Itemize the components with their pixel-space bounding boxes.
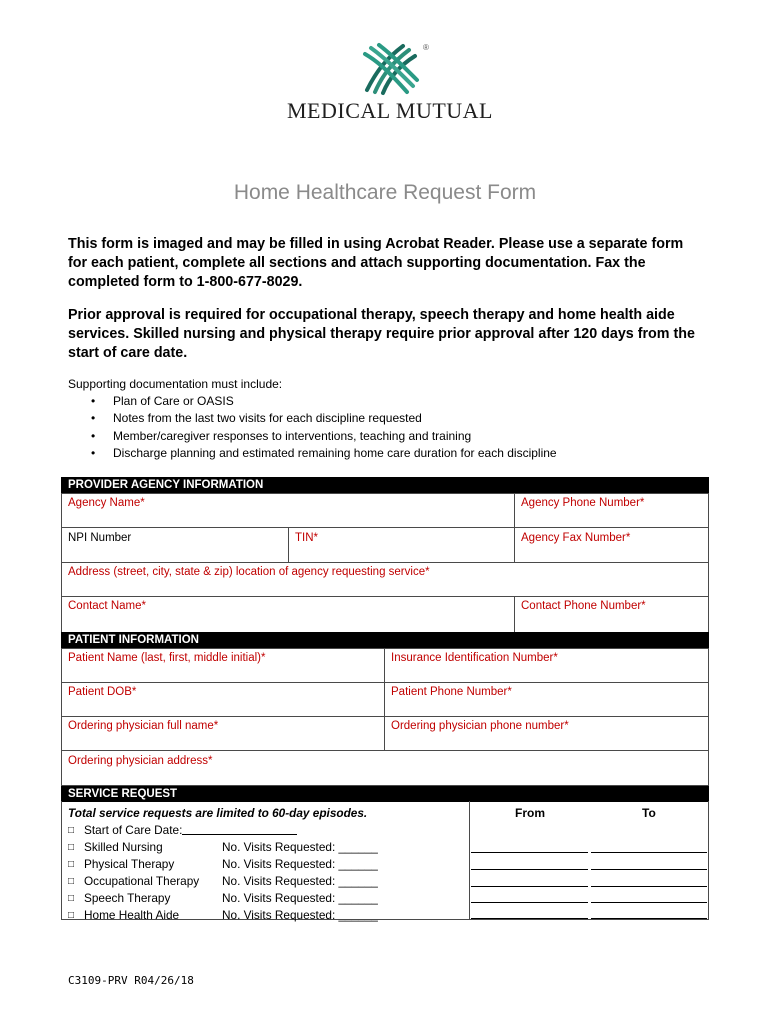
from-date-input[interactable] bbox=[471, 869, 588, 870]
service-section-title: SERVICE REQUEST bbox=[68, 788, 178, 800]
contact-phone-label: Contact Phone Number* bbox=[521, 600, 646, 612]
to-date-input[interactable] bbox=[591, 918, 707, 919]
home-health-aide-label: Home Health Aide bbox=[84, 908, 180, 922]
to-column-header: To bbox=[642, 806, 656, 820]
to-date-input[interactable] bbox=[591, 869, 707, 870]
intro-paragraph-2: Prior approval is required for occupational therapy, speech therapy and home health aide services. Skilled nursing and physical therapy require prior approval after 120 days from the start of care date. bbox=[68, 307, 695, 361]
start-of-care-input[interactable] bbox=[182, 834, 297, 835]
insurance-id-label: Insurance Identification Number* bbox=[391, 652, 558, 664]
physician-address-label: Ordering physician address* bbox=[68, 755, 213, 767]
supporting-heading: Supporting documentation must include: bbox=[68, 377, 283, 391]
supporting-documentation bbox=[68, 376, 557, 462]
speech-therapy-visits[interactable]: No. Visits Requested: ______ bbox=[222, 891, 378, 905]
form-title: Home Healthcare Request Form bbox=[233, 181, 537, 204]
physician-name-label: Ordering physician full name* bbox=[68, 720, 219, 732]
company-logo bbox=[280, 40, 500, 125]
from-date-input[interactable] bbox=[471, 852, 588, 853]
agency-fax-label: Agency Fax Number* bbox=[521, 532, 631, 544]
supporting-item: • Plan of Care or OASIS bbox=[68, 393, 557, 410]
form-code: C3109-PRV R04/26/18 bbox=[68, 974, 194, 987]
registered-mark: ® bbox=[423, 43, 429, 52]
skilled-nursing-checkbox[interactable]: □ bbox=[68, 842, 75, 853]
skilled-nursing-visits[interactable]: No. Visits Requested: ______ bbox=[222, 840, 378, 854]
supporting-item: • Discharge planning and estimated remaining home care duration for each discipline bbox=[68, 445, 557, 462]
to-date-input[interactable] bbox=[591, 886, 707, 887]
to-date-input[interactable] bbox=[591, 902, 707, 903]
patient-dob-label: Patient DOB* bbox=[68, 686, 137, 698]
contact-name-label: Contact Name* bbox=[68, 600, 146, 612]
intro-paragraph-1: This form is imaged and may be filled in using Acrobat Reader. Please use a separate form for each patient, complete all sections and attach supporting documentation. Fax the completed form to 1-800-677-8029. bbox=[68, 236, 684, 290]
agency-address-label: Address (street, city, state & zip) location of agency requesting service* bbox=[68, 566, 430, 578]
start-of-care-label: Start of Care Date: bbox=[84, 823, 183, 837]
tin-field[interactable] bbox=[288, 527, 515, 563]
service-divider bbox=[469, 801, 470, 919]
speech-therapy-checkbox[interactable]: □ bbox=[68, 893, 75, 904]
provider-section-title: PROVIDER AGENCY INFORMATION bbox=[68, 479, 264, 491]
patient-section-header bbox=[61, 632, 709, 648]
patient-name-label: Patient Name (last, first, middle initial)* bbox=[68, 652, 266, 664]
npi-label: NPI Number bbox=[68, 532, 132, 544]
skilled-nursing-label: Skilled Nursing bbox=[84, 840, 163, 854]
from-column-header: From bbox=[515, 806, 545, 820]
from-date-input[interactable] bbox=[471, 918, 588, 919]
from-date-input[interactable] bbox=[471, 902, 588, 903]
patient-phone-label: Patient Phone Number* bbox=[391, 686, 512, 698]
agency-phone-label: Agency Phone Number* bbox=[521, 497, 645, 509]
supporting-item: • Member/caregiver responses to interventions, teaching and training bbox=[68, 428, 557, 445]
provider-section-header bbox=[61, 477, 709, 493]
start-of-care-checkbox[interactable]: □ bbox=[68, 825, 75, 836]
supporting-item: • Notes from the last two visits for each discipline requested bbox=[68, 410, 557, 427]
service-note: Total service requests are limited to 60-day episodes. bbox=[68, 806, 368, 820]
logo-wordmark: MEDICAL MUTUAL bbox=[287, 98, 493, 123]
physical-therapy-visits[interactable]: No. Visits Requested: ______ bbox=[222, 857, 378, 871]
physician-phone-label: Ordering physician phone number* bbox=[391, 720, 569, 732]
agency-name-label: Agency Name* bbox=[68, 497, 145, 509]
physical-therapy-label: Physical Therapy bbox=[84, 857, 175, 871]
physical-therapy-checkbox[interactable]: □ bbox=[68, 859, 75, 870]
service-section-header bbox=[61, 786, 709, 802]
home-health-aide-visits[interactable]: No. Visits Requested: ______ bbox=[222, 908, 378, 922]
occupational-therapy-label: Occupational Therapy bbox=[84, 874, 200, 888]
to-date-input[interactable] bbox=[591, 852, 707, 853]
occupational-therapy-checkbox[interactable]: □ bbox=[68, 876, 75, 887]
from-date-input[interactable] bbox=[471, 886, 588, 887]
patient-section-title: PATIENT INFORMATION bbox=[68, 634, 199, 646]
home-health-aide-checkbox[interactable]: □ bbox=[68, 910, 75, 921]
occupational-therapy-visits[interactable]: No. Visits Requested: ______ bbox=[222, 874, 378, 888]
tin-label: TIN* bbox=[295, 532, 318, 544]
speech-therapy-label: Speech Therapy bbox=[84, 891, 171, 905]
medical-mutual-emblem-icon bbox=[357, 40, 423, 96]
supporting-list bbox=[68, 393, 557, 462]
